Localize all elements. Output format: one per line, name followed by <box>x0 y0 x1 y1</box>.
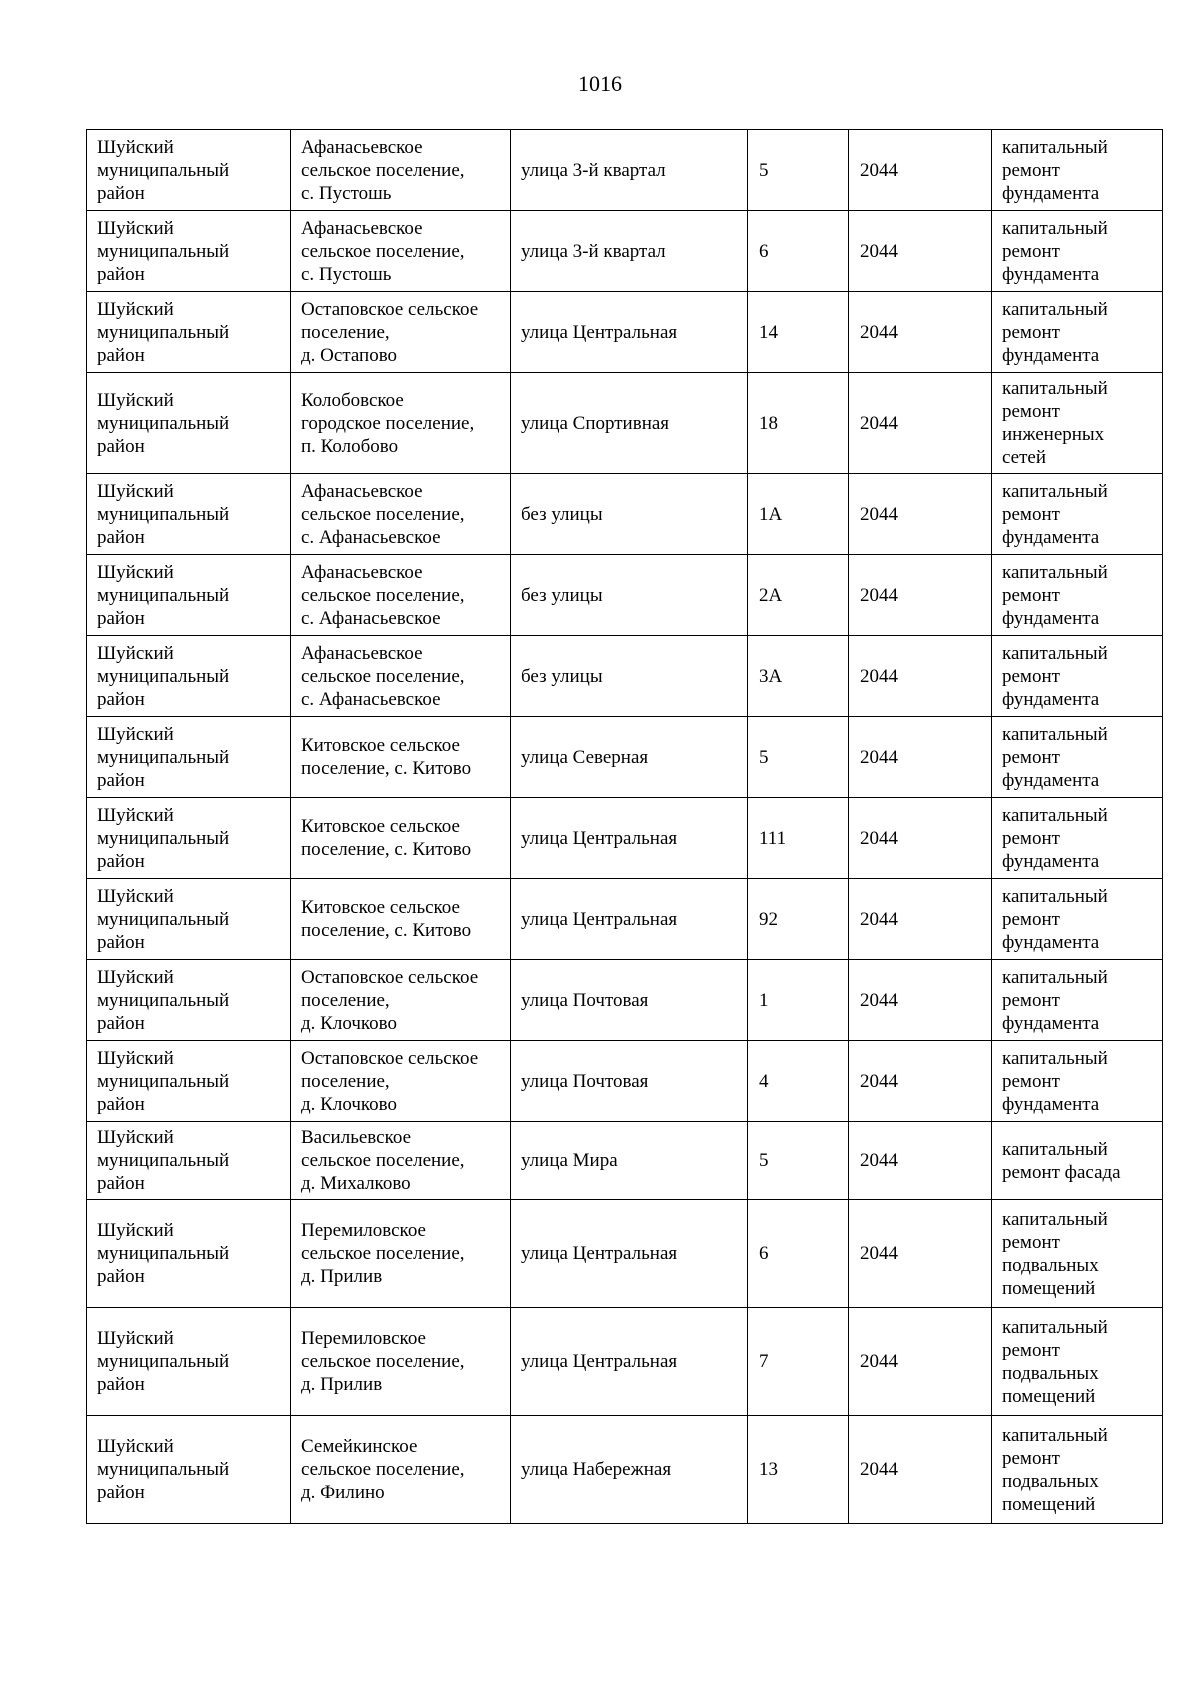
work-type-cell: капитальный ремонт фундамента <box>992 555 1163 636</box>
settlement-cell: Афанасьевское сельское поселение, с. Афанасьевское <box>291 555 511 636</box>
district-cell: Шуйский муниципальный район <box>87 1122 291 1200</box>
house-number-cell: 92 <box>748 879 849 960</box>
house-number-cell: 6 <box>748 1200 849 1308</box>
table-row <box>87 879 1163 960</box>
year-cell: 2044 <box>849 798 992 879</box>
table-row <box>87 292 1163 373</box>
year-cell: 2044 <box>849 292 992 373</box>
work-type-cell: капитальный ремонт фундамента <box>992 292 1163 373</box>
work-type-cell: капитальный ремонт фундамента <box>992 717 1163 798</box>
settlement-cell: Васильевское сельское поселение, д. Михалково <box>291 1122 511 1200</box>
street-cell: улица 3-й квартал <box>511 211 748 292</box>
house-number-cell: 3А <box>748 636 849 717</box>
table-row <box>87 1041 1163 1122</box>
year-cell: 2044 <box>849 1200 992 1308</box>
settlement-cell: Остаповское сельское поселение, д. Клочково <box>291 1041 511 1122</box>
table-row <box>87 211 1163 292</box>
house-number-cell: 1А <box>748 474 849 555</box>
year-cell: 2044 <box>849 474 992 555</box>
house-number-cell: 5 <box>748 1122 849 1200</box>
street-cell: без улицы <box>511 555 748 636</box>
settlement-cell: Афанасьевское сельское поселение, с. Афанасьевское <box>291 636 511 717</box>
street-cell: улица Спортивная <box>511 373 748 474</box>
year-cell: 2044 <box>849 717 992 798</box>
year-cell: 2044 <box>849 636 992 717</box>
district-cell: Шуйский муниципальный район <box>87 636 291 717</box>
house-number-cell: 14 <box>748 292 849 373</box>
district-cell: Шуйский муниципальный район <box>87 960 291 1041</box>
street-cell: улица Центральная <box>511 292 748 373</box>
year-cell: 2044 <box>849 1416 992 1524</box>
district-cell: Шуйский муниципальный район <box>87 1041 291 1122</box>
street-cell: улица Центральная <box>511 879 748 960</box>
table-row <box>87 798 1163 879</box>
house-number-cell: 5 <box>748 130 849 211</box>
table-row <box>87 130 1163 211</box>
table-row <box>87 1200 1163 1308</box>
repair-schedule-table <box>86 129 1163 1524</box>
house-number-cell: 1 <box>748 960 849 1041</box>
district-cell: Шуйский муниципальный район <box>87 1308 291 1416</box>
settlement-cell: Семейкинское сельское поселение, д. Филино <box>291 1416 511 1524</box>
settlement-cell: Китовское сельское поселение, с. Китово <box>291 879 511 960</box>
house-number-cell: 18 <box>748 373 849 474</box>
table-row <box>87 717 1163 798</box>
work-type-cell: капитальный ремонт фундамента <box>992 960 1163 1041</box>
year-cell: 2044 <box>849 960 992 1041</box>
district-cell: Шуйский муниципальный район <box>87 798 291 879</box>
work-type-cell: капитальный ремонт фундамента <box>992 474 1163 555</box>
house-number-cell: 111 <box>748 798 849 879</box>
year-cell: 2044 <box>849 1308 992 1416</box>
house-number-cell: 13 <box>748 1416 849 1524</box>
street-cell: улица Центральная <box>511 798 748 879</box>
work-type-cell: капитальный ремонт подвальных помещений <box>992 1200 1163 1308</box>
district-cell: Шуйский муниципальный район <box>87 717 291 798</box>
table-row <box>87 1308 1163 1416</box>
street-cell: улица Мира <box>511 1122 748 1200</box>
year-cell: 2044 <box>849 373 992 474</box>
district-cell: Шуйский муниципальный район <box>87 1200 291 1308</box>
table-row <box>87 636 1163 717</box>
table-row <box>87 373 1163 474</box>
table-row <box>87 960 1163 1041</box>
settlement-cell: Китовское сельское поселение, с. Китово <box>291 798 511 879</box>
street-cell: улица 3-й квартал <box>511 130 748 211</box>
district-cell: Шуйский муниципальный район <box>87 555 291 636</box>
settlement-cell: Афанасьевское сельское поселение, с. Афанасьевское <box>291 474 511 555</box>
house-number-cell: 2А <box>748 555 849 636</box>
street-cell: без улицы <box>511 474 748 555</box>
year-cell: 2044 <box>849 1041 992 1122</box>
table-row <box>87 474 1163 555</box>
street-cell: улица Набережная <box>511 1416 748 1524</box>
work-type-cell: капитальный ремонт инженерных сетей <box>992 373 1163 474</box>
work-type-cell: капитальный ремонт фундамента <box>992 130 1163 211</box>
district-cell: Шуйский муниципальный район <box>87 1416 291 1524</box>
district-cell: Шуйский муниципальный район <box>87 292 291 373</box>
settlement-cell: Остаповское сельское поселение, д. Остапово <box>291 292 511 373</box>
year-cell: 2044 <box>849 879 992 960</box>
table-row <box>87 555 1163 636</box>
street-cell: улица Почтовая <box>511 1041 748 1122</box>
work-type-cell: капитальный ремонт фасада <box>992 1122 1163 1200</box>
street-cell: без улицы <box>511 636 748 717</box>
work-type-cell: капитальный ремонт фундамента <box>992 636 1163 717</box>
work-type-cell: капитальный ремонт фундамента <box>992 879 1163 960</box>
page-number: 1016 <box>578 71 622 96</box>
house-number-cell: 5 <box>748 717 849 798</box>
settlement-cell: Афанасьевское сельское поселение, с. Пустошь <box>291 211 511 292</box>
table-row <box>87 1122 1163 1200</box>
street-cell: улица Центральная <box>511 1308 748 1416</box>
table-body <box>87 130 1163 1524</box>
district-cell: Шуйский муниципальный район <box>87 130 291 211</box>
settlement-cell: Китовское сельское поселение, с. Китово <box>291 717 511 798</box>
year-cell: 2044 <box>849 555 992 636</box>
street-cell: улица Почтовая <box>511 960 748 1041</box>
district-cell: Шуйский муниципальный район <box>87 474 291 555</box>
settlement-cell: Колобовское городское поселение, п. Колобово <box>291 373 511 474</box>
street-cell: улица Центральная <box>511 1200 748 1308</box>
work-type-cell: капитальный ремонт фундамента <box>992 211 1163 292</box>
street-cell: улица Северная <box>511 717 748 798</box>
year-cell: 2044 <box>849 130 992 211</box>
house-number-cell: 6 <box>748 211 849 292</box>
year-cell: 2044 <box>849 211 992 292</box>
work-type-cell: капитальный ремонт подвальных помещений <box>992 1416 1163 1524</box>
work-type-cell: капитальный ремонт фундамента <box>992 1041 1163 1122</box>
settlement-cell: Перемиловское сельское поселение, д. Прилив <box>291 1308 511 1416</box>
settlement-cell: Афанасьевское сельское поселение, с. Пустошь <box>291 130 511 211</box>
settlement-cell: Остаповское сельское поселение, д. Клочково <box>291 960 511 1041</box>
year-cell: 2044 <box>849 1122 992 1200</box>
settlement-cell: Перемиловское сельское поселение, д. Прилив <box>291 1200 511 1308</box>
work-type-cell: капитальный ремонт фундамента <box>992 798 1163 879</box>
table-row <box>87 1416 1163 1524</box>
district-cell: Шуйский муниципальный район <box>87 373 291 474</box>
work-type-cell: капитальный ремонт подвальных помещений <box>992 1308 1163 1416</box>
house-number-cell: 4 <box>748 1041 849 1122</box>
district-cell: Шуйский муниципальный район <box>87 879 291 960</box>
house-number-cell: 7 <box>748 1308 849 1416</box>
district-cell: Шуйский муниципальный район <box>87 211 291 292</box>
